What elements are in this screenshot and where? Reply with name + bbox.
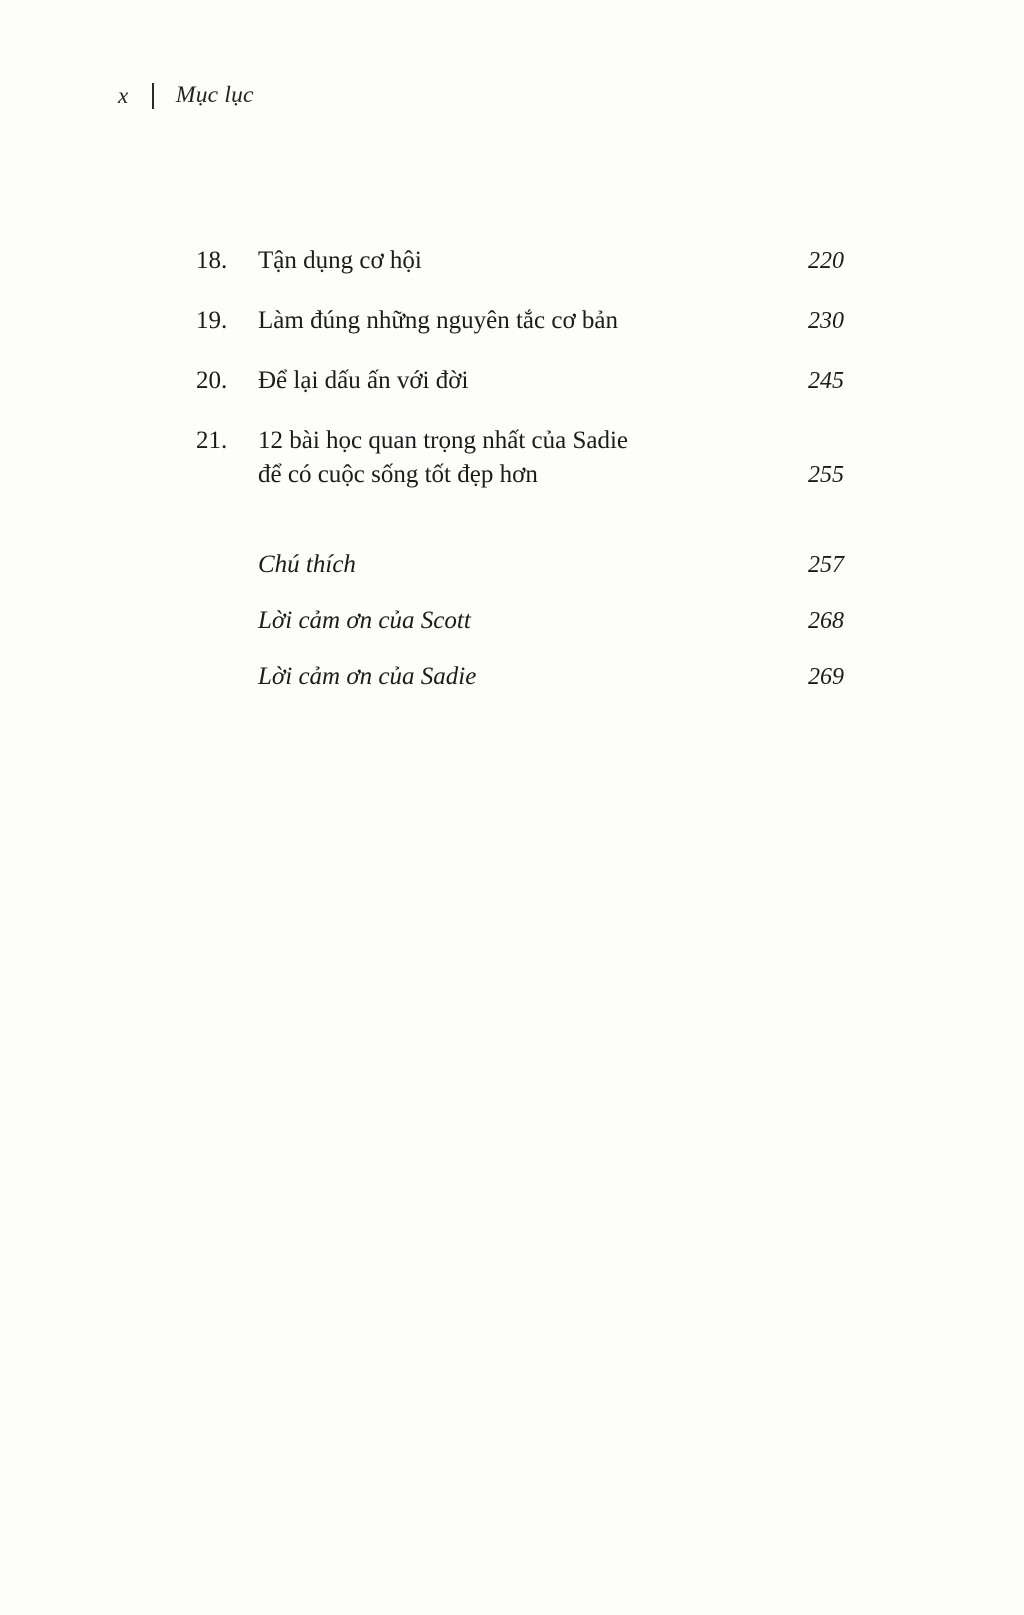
running-head-divider (152, 83, 154, 109)
toc-entry-page: 255 (808, 462, 844, 488)
toc-entry[interactable] (196, 244, 844, 278)
toc-entry-title-line2: để có cuộc sống tốt đẹp hơn (258, 461, 538, 488)
toc-entry-page: 268 (808, 608, 844, 634)
toc-entry-page: 220 (808, 248, 844, 274)
toc-entry-number: 21. (196, 427, 228, 454)
toc-entry[interactable] (196, 364, 844, 398)
toc-entry-number: 18. (196, 247, 228, 274)
toc-entry-page: 269 (808, 664, 844, 690)
running-head (118, 82, 254, 109)
toc-entry[interactable] (196, 304, 844, 338)
toc-entry-number: 20. (196, 367, 228, 394)
toc-entry-continuation[interactable] (196, 458, 844, 492)
table-of-contents (196, 244, 844, 716)
toc-entry[interactable] (196, 424, 844, 458)
toc-back-matter (196, 548, 844, 694)
toc-entry-title: Lời cảm ơn của Sadie (258, 663, 477, 690)
toc-entry[interactable] (196, 548, 844, 582)
page-folio: x (118, 82, 129, 108)
toc-entry-page: 245 (808, 368, 844, 394)
toc-entry-title: Tận dụng cơ hội (258, 247, 422, 274)
toc-entry-title: Lời cảm ơn của Scott (258, 607, 471, 634)
toc-entry-title: Làm đúng những nguyên tắc cơ bản (258, 307, 619, 334)
toc-entry-title: Chú thích (258, 551, 356, 578)
running-head-title: Mục lục (175, 82, 254, 108)
section-spacer (196, 492, 844, 548)
toc-entry-page: 230 (808, 308, 844, 334)
toc-entry-title: 12 bài học quan trọng nhất của Sadie (258, 427, 629, 454)
toc-entry[interactable] (196, 604, 844, 638)
toc-entry-number: 19. (196, 307, 228, 334)
toc-entry-title: Để lại dấu ấn với đời (258, 367, 469, 394)
toc-entry[interactable] (196, 660, 844, 694)
toc-entry-page: 257 (808, 552, 844, 578)
